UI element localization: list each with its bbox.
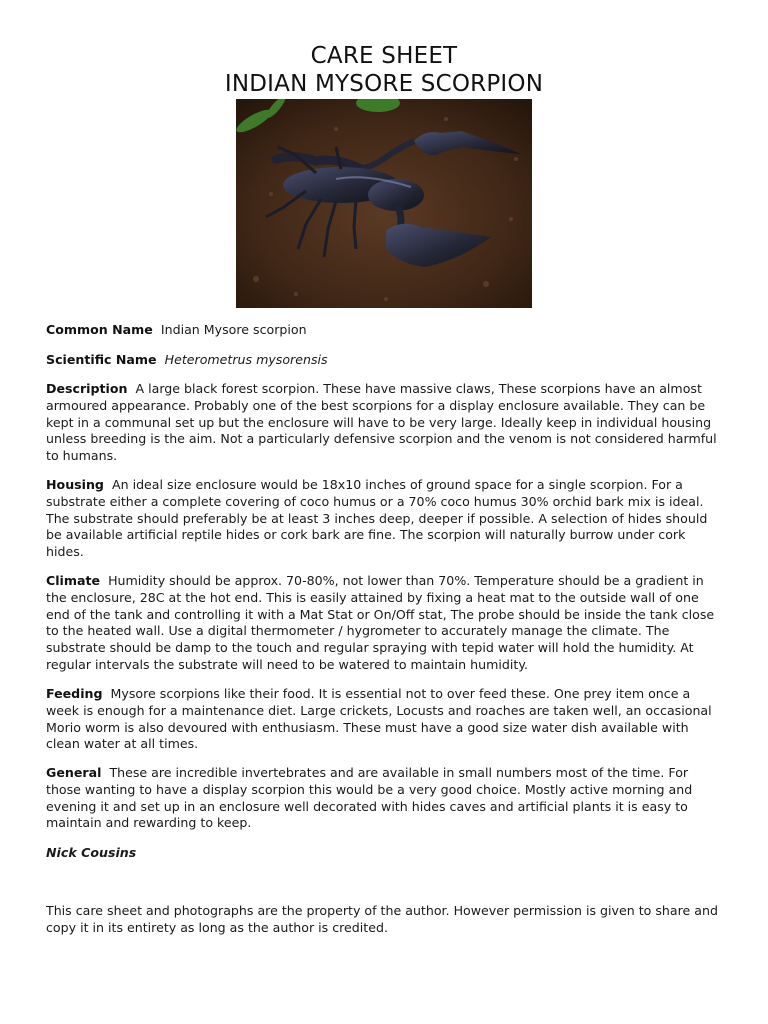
feeding-section: [46, 686, 724, 753]
description-label: Description: [46, 381, 128, 396]
description-section: [46, 381, 724, 465]
author-name: Nick Cousins: [46, 845, 137, 860]
page-title-line2: INDIAN MYSORE SCORPION: [224, 71, 544, 97]
scientific-name-value: Heterometrus mysorensis: [164, 352, 328, 367]
general-text: These are incredible invertebrates and are available in small numbers most of the time. For those wanting to have a display scorpion this would be a very good choice. Mostly active morning and evening it and set up in an enclosure well decorated with hides caves and artificial plants it is easy to maintain and rewarding to keep.: [46, 765, 693, 831]
scorpion-photo: [236, 99, 532, 308]
copyright-notice: This care sheet and photographs are the property of the author. However permission is given to share and copy it in its entirety as long as the author is credited.: [46, 903, 718, 935]
climate-text: Humidity should be approx. 70-80%, not lower than 70%. Temperature should be a gradient in the enclosure, 28C at the hot end. This is easily attained by fixing a heat mat to the outside wall of one end of the tank and controlling it with a Mat Stat or On/Off stat, The probe should be inside the tank close to the heated wall. Use a digital thermometer / hygrometer to accurately manage the climate. The substrate should be damp to the touch and regular spraying with tepid water will hold the humidity. At regular intervals the substrate will need to be watered to maintain humidity.: [46, 573, 715, 672]
common-name-section: [46, 322, 724, 339]
housing-label: Housing: [46, 477, 104, 492]
climate-label: Climate: [46, 573, 101, 588]
climate-section: [46, 573, 724, 674]
description-text: A large black forest scorpion. These have massive claws, These scorpions have an almost armoured appearance. Probably one of the best scorpions for a display enclosure available. They can be kept in a communal set up but the enclosure will have to be very large. Ideally keep in individual housing unless breeding is the aim. Not a particularly defensive scorpion and the venom is not considered harmful to humans.: [46, 381, 717, 464]
feeding-text: Mysore scorpions like their food. It is essential not to over feed these. One prey item once a week is enough for a maintenance diet. Large crickets, Locusts and roaches are taken well, an occasional Morio worm is also devoured with enthusiasm. These must have a good size water dish available with clean water at all times.: [46, 686, 712, 752]
general-label: General: [46, 765, 102, 780]
housing-text: An ideal size enclosure would be 18x10 inches of ground space for a single scorpion. For a substrate either a complete covering of coco humus or a 70% coco humus 30% orchid bark mix is ideal. The substrate should preferably be at least 3 inches deep, deeper if possible. A selection of hides should be available artificial reptile hides or cork bark are fine. The scorpion will naturally burrow under cork hides.: [46, 477, 708, 560]
scientific-name-section: [46, 352, 724, 369]
general-section: [46, 765, 724, 832]
common-name-value: Indian Mysore scorpion: [160, 322, 307, 337]
page-title-line1: CARE SHEET: [310, 43, 458, 69]
feeding-label: Feeding: [46, 686, 103, 701]
common-name-label: Common Name: [46, 322, 153, 337]
housing-section: [46, 477, 724, 561]
scientific-name-label: Scientific Name: [46, 352, 157, 367]
